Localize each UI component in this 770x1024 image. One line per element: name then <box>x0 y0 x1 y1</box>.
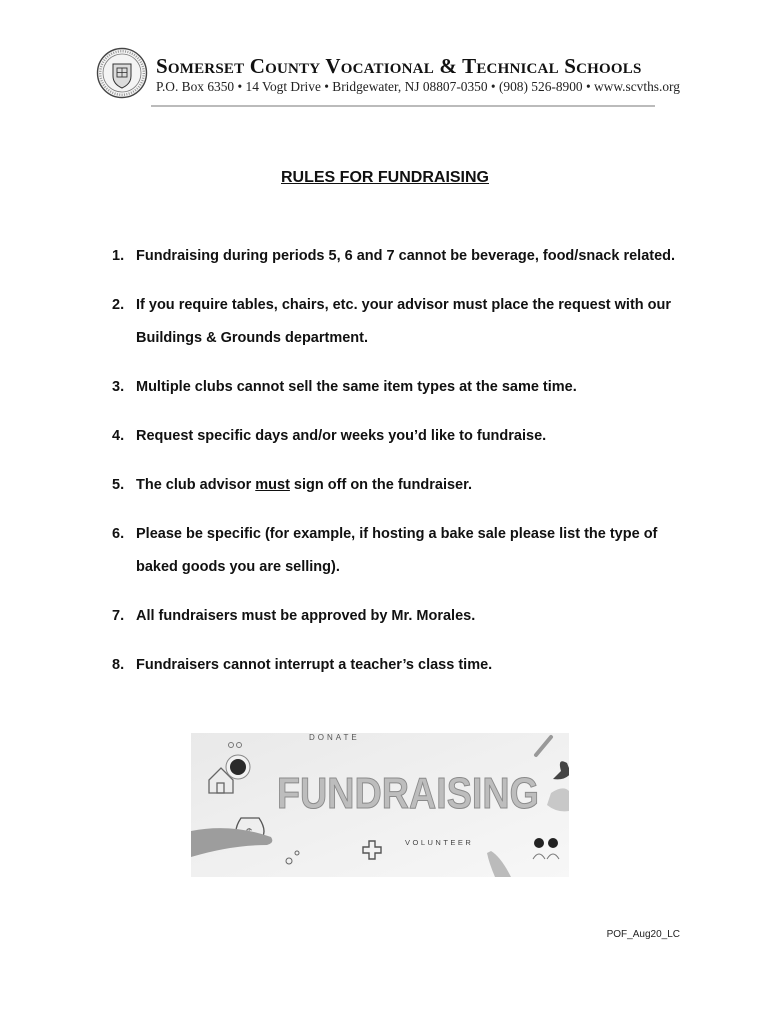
rule-item <box>112 420 692 453</box>
rule-text: Please be specific (for example, if hosting a bake sale please list the type of baked goods you are selling). <box>136 526 658 575</box>
rule-item <box>112 371 692 404</box>
header-divider <box>151 105 655 107</box>
rule-item <box>112 518 692 584</box>
rule-text: All fundraisers must be approved by Mr. Morales. <box>136 608 476 624</box>
rule-text: Request specific days and/or weeks you’d like to fundraise. <box>136 428 547 444</box>
rule-number: 2. <box>112 297 125 313</box>
form-code: POF_Aug20_LC <box>606 929 680 940</box>
rule-item <box>112 469 692 502</box>
rule-text-before: The club advisor <box>136 477 256 493</box>
organization-address: P.O. Box 6350 • 14 Vogt Drive • Bridgewater, NJ 08807-0350 • (908) 526-8900 • www.scvths.org <box>156 79 680 94</box>
rule-number: 1. <box>112 248 125 264</box>
banner-bottom-word: VOLUNTEER <box>405 838 474 847</box>
rule-item <box>112 289 692 355</box>
rule-number: 4. <box>112 428 125 444</box>
rule-item <box>112 649 692 682</box>
rule-number: 6. <box>112 526 125 542</box>
banner-headline: FUNDRAISING <box>277 769 539 818</box>
page-title: RULES FOR FUNDRAISING <box>281 169 489 186</box>
school-seal-icon <box>96 47 148 99</box>
rule-text: Multiple clubs cannot sell the same item types at the same time. <box>136 379 577 395</box>
letterhead <box>96 44 680 108</box>
rule-text: If you require tables, chairs, etc. your advisor must place the request with our Buildings & Grounds department. <box>136 297 672 346</box>
banner-top-word: DONATE <box>309 733 360 742</box>
rule-item <box>112 600 692 633</box>
rule-number: 3. <box>112 379 125 395</box>
rule-number: 8. <box>112 657 125 673</box>
rule-text: Fundraising during periods 5, 6 and 7 cannot be beverage, food/snack related. <box>136 248 676 264</box>
rule-text-after: sign off on the fundraiser. <box>289 477 472 493</box>
organization-name: Somerset County Vocational & Technical Schools <box>156 54 642 78</box>
rule-number: 7. <box>112 608 125 624</box>
fundraising-banner-image <box>191 733 569 877</box>
coffee-cup-icon <box>226 755 250 779</box>
rule-text: Fundraisers cannot interrupt a teacher’s class time. <box>136 657 493 673</box>
rules-list <box>112 240 692 698</box>
rule-number: 5. <box>112 477 125 493</box>
rule-emphasis: must <box>255 477 290 493</box>
rule-item <box>112 240 692 273</box>
